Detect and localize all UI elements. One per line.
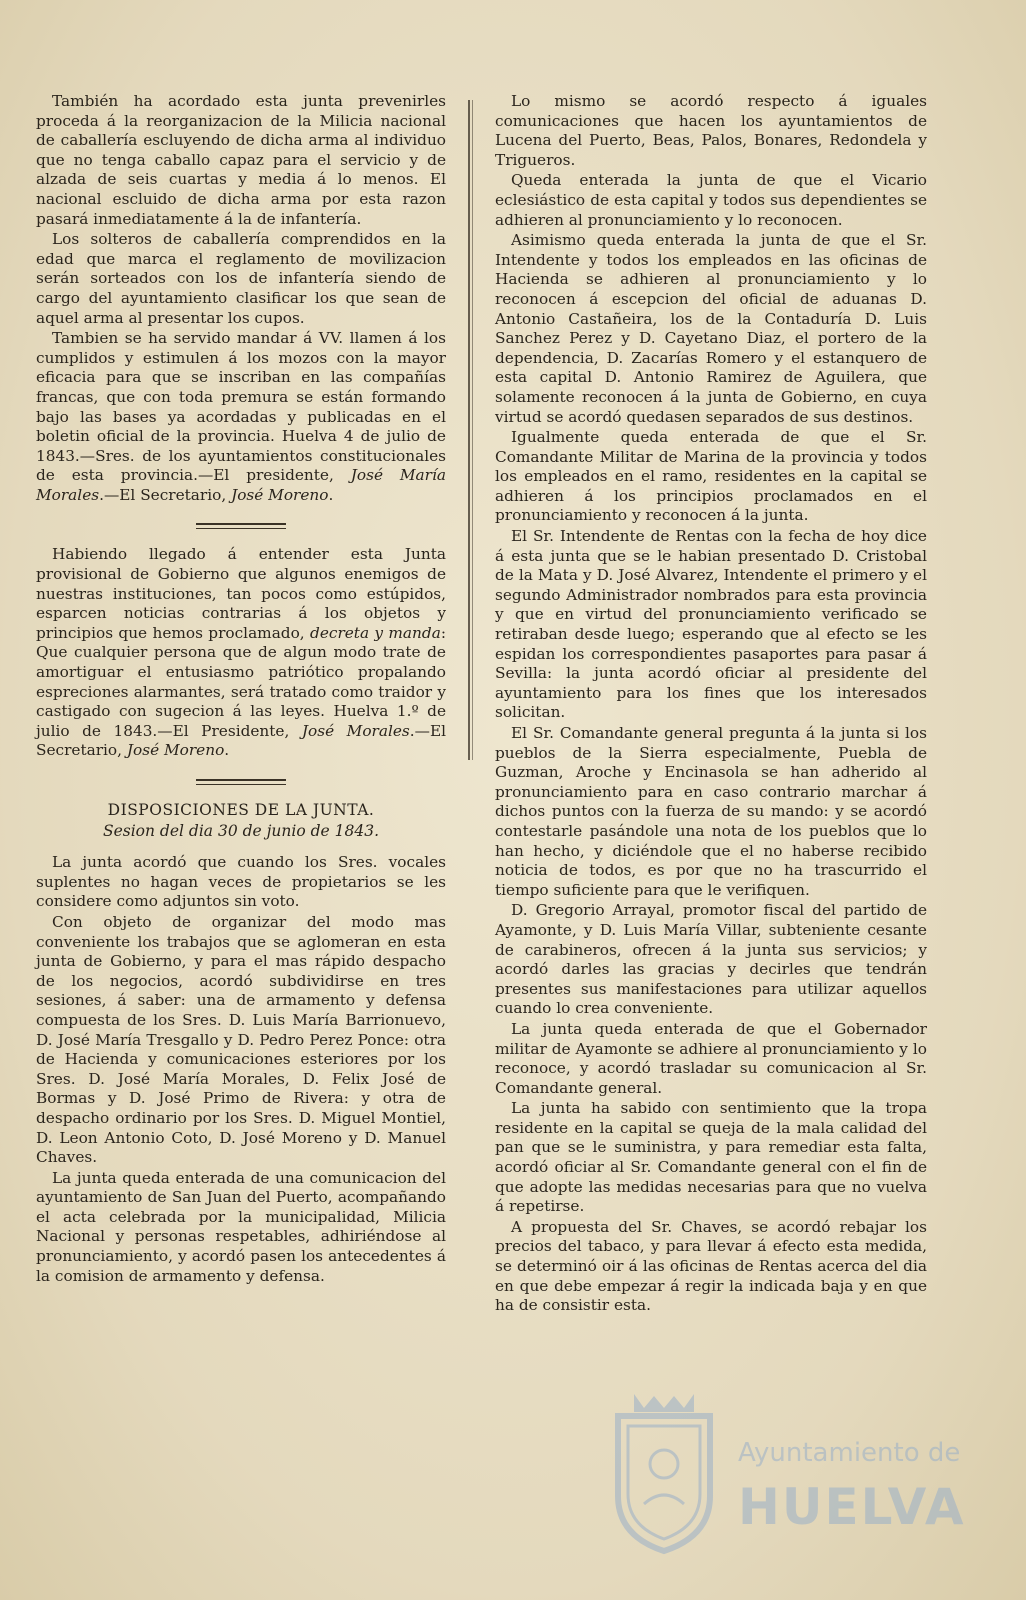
- watermark-line2: HUELVA: [738, 1478, 966, 1536]
- coat-of-arms-icon: [604, 1386, 724, 1556]
- paragraph-substitutes: La junta acordó que cuando los Sres. vocales suplentes no hagan veces de propietarios se les considere como adjuntos sin voto.: [36, 853, 446, 911]
- paragraph-bread: La junta ha sabido con sentimiento que la tropa residente en la capital se queja de la mala calidad del pan que se le suministra, y para remediar esta falta, acordó oficiar al Sr. Comandante general con el fin de que adopte las medidas necesarias para que no vuelva á repetirse.: [495, 1099, 927, 1216]
- paragraph-cavalry-draw: Los solteros de caballería comprendidos en la edad que marca el reglamento de movilizacion serán sorteados con los de infantería siendo de cargo del ayuntamiento clasificar los que sean de aquel arma al presentar los cupos.: [36, 230, 446, 327]
- paragraph-navy: Igualmente queda enterada de que el Sr. Comandante Militar de Marina de la provincia y todos los empleados en el ramo, residentes en la capital se adhieren á los principios proclamados en el pronunciamiento y reconocen á la junta.: [495, 428, 927, 525]
- paragraph-rentas: El Sr. Intendente de Rentas con la fecha de hoy dice á esta junta que se le habian presentado D. Cristobal de la Mata y D. José Alvarez, Intendente el primero y el segundo Administrador nombrados para esta provincia y que en virtud del pronunciamiento verificado se retiraban desde luego; esperando que al efecto se les espidan los correspondientes pasaportes para pasar á Sevilla: la junta acordó oficiar al presidente del ayuntamiento para los fines que los interesados solicitan.: [495, 527, 927, 722]
- decree-phrase: decreta y manda: [310, 623, 441, 642]
- paragraph-decree-text: Habiendo llegado á entender esta Junta provisional de Gobierno que algunos enemigos de nuestras instituciones, tan pocos como estúpidos, esparcen noticias contrarias á los objetos y principios que hemos proclamado,: [36, 545, 446, 642]
- right-column: [495, 92, 927, 1316]
- paragraph-volunteers-mid: .—El Secretario,: [99, 485, 232, 504]
- paragraph-decree-rest: : Que cualquier persona que de algun modo trate de amortiguar el entusiasmo patriótico propalando espreciones alarmantes, será tratado como traidor y castigado con sugecion á las leyes. Huelva 1.º de julio de 1843.—El Presidente,: [36, 623, 446, 740]
- watermark-line1: Ayuntamiento de: [738, 1438, 961, 1468]
- paragraph-militia: También ha acordado esta junta prevenirles proceda á la reorganizacion de la Milicia nacional de caballería escluyendo de dicha arma al individuo que no tenga caballo capaz para el servicio y de alzada de seis cuartas y media á lo menos. El nacional escluido de dicha arma por esta razon pasará inmediatamente á la de infantería.: [36, 92, 446, 228]
- paragraph-decree: Habiendo llegado á entender esta Junta provisional de Gobierno que algunos enemigos de nuestras instituciones, tan pocos como estúpidos, esparcen noticias contrarias á los objetos y principios que hemos proclamado, decreta y manda: Que cualquier persona que de algun modo trate de amortiguar el entusiasmo patriótico propalando espreciones alarmantes, será tratado como traidor y castigado con sugecion á las leyes. Huelva 1.º de julio de 1843.—El Presidente, José Morales.—El Secretario, José Moreno.: [36, 545, 446, 760]
- paragraph-ayamonte: La junta queda enterada de que el Gobernador militar de Ayamonte se adhiere al pronunciamiento y lo reconoce, y acordó trasladar su comunicacion al Sr. Comandante general.: [495, 1019, 927, 1097]
- paragraph-sierra: El Sr. Comandante general pregunta á la junta si los pueblos de la Sierra especialmente, Puebla de Guzman, Aroche y Encinasola se han adherido al pronunciamiento para en caso contrario marchar á dichos puntos con la fuerza de su mando: y se acordó contestarle pasándole una nota de los pueblos que lo han hecho, y diciéndole que el no haberse recibido noticia de todos, es por que no ha trascurrido el tiempo suficiente para que le verifiquen.: [495, 724, 927, 899]
- section-divider-2: [196, 779, 286, 785]
- column-rule-inner: [472, 100, 473, 760]
- signature-president: José María Morales: [36, 466, 446, 504]
- paragraph-tobacco: A propuesta del Sr. Chaves, se acordó rebajar los precios del tabaco, y para llevar á efecto esta medida, se determinó oir á las oficinas de Rentas acerca del dia en que debe empezar á regir la indicada baja y en que ha de consistir esta.: [495, 1217, 927, 1315]
- paragraph-volunteers: Tambien se ha servido mandar á VV. llamen á los cumplidos y estimulen á los mozos con la mayor eficacia para que se inscriban en las compañías francas, que con toda premura se están formando bajo las bases ya acordadas y publicadas en el boletin oficial de la provincia. Huelva 4 de julio de 1843.—Sres. de los ayuntamientos constitucionales de esta provincia.—El presidente, José María Morales.—El Secretario, José Moreno.: [36, 329, 446, 504]
- signature-president-2: José Morales: [301, 721, 410, 740]
- signature-secretary: José Moreno: [231, 485, 329, 504]
- paragraph-decree-mid: .—El Secretario,: [36, 721, 446, 760]
- paragraph-intendant: Asimismo queda enterada la junta de que el Sr. Intendente y todos los empleados en las oficinas de Hacienda se adhieren al pronunciamiento y lo reconocen á escepcion del oficial de aduanas D. Antonio Castañeira, los de la Contaduría D. Luis Sanchez Perez y D. Cayetano Diaz, el portero de la dependencia, D. Zacarías Romero y el estanquero de esta capital D. Antonio Ramirez de Aguilera, que solamente reconocen á la junta de Gobierno, en cuya virtud se acordó quedasen separados de sus destinos.: [495, 231, 927, 426]
- section-heading: DISPOSICIONES DE LA JUNTA.: [107, 801, 375, 819]
- paragraph-vicar: Queda enterada la junta de que el Vicario eclesiástico de esta capital y todos sus dependientes se adhieren al pronunciamiento y lo reconocen.: [495, 171, 927, 229]
- paragraph-sessions: Con objeto de organizar del modo mas conveniente los trabajos que se aglomeran en esta junta de Gobierno, y para el mas rápido despacho de los negocios, acordó subdividirse en tres sesiones, á saber: una de armamento y defensa compuesta de los Sres. D. Luis María Barrionuevo, D. José María Tresgallo y D. Pedro Perez Ponce: otra de Hacienda y comunicaciones esteriores por los Sres. D. José María Morales, D. Felix José de Bormas y D. José Primo de Rivera: y otra de despacho ordinario por los Sres. D. Miguel Montiel, D. Leon Antonio Coto, D. José Moreno y D. Manuel Chaves.: [36, 912, 446, 1167]
- watermark: [600, 1380, 1000, 1570]
- signature-secretary-2: José Moreno: [126, 741, 225, 760]
- paragraph-san-juan: La junta queda enterada de una comunicacion del ayuntamiento de San Juan del Puerto, acompañando el acta celebrada por la municipalidad, Milicia Nacional y personas respetables, adhiriéndose al pronunciamiento, y acordó pasen los antecedentes á la comision de armamento y defensa.: [36, 1168, 446, 1285]
- paragraph-arrayal: D. Gregorio Arrayal, promotor fiscal del partido de Ayamonte, y D. Luis María Villar, subteniente cesante de carabineros, ofrecen á la junta sus servicios; y acordó darles las gracias y decirles que tendrán presentes sus manifestaciones para utilizar aquellos cuando lo crea conveniente.: [495, 901, 927, 1018]
- section-divider: [196, 523, 286, 529]
- left-column: [36, 92, 446, 1286]
- column-rule: [468, 100, 470, 760]
- paragraph-volunteers-text: Tambien se ha servido mandar á VV. llamen á los cumplidos y estimulen á los mozos con la mayor eficacia para que se inscriban en las compañías francas, que con toda premura se están formando bajo las bases ya acordadas y publicadas en el boletin oficial de la provincia. Huelva 4 de julio de 1843.—Sres. de los ayuntamientos constitucionales de esta provincia.—El presidente,: [36, 329, 446, 485]
- session-date: Sesion del dia 30 de junio de 1843.: [102, 821, 380, 840]
- paragraph-towns: Lo mismo se acordó respecto á iguales comunicaciones que hacen los ayuntamientos de Lucena del Puerto, Beas, Palos, Bonares, Redondela y Trigueros.: [495, 92, 927, 169]
